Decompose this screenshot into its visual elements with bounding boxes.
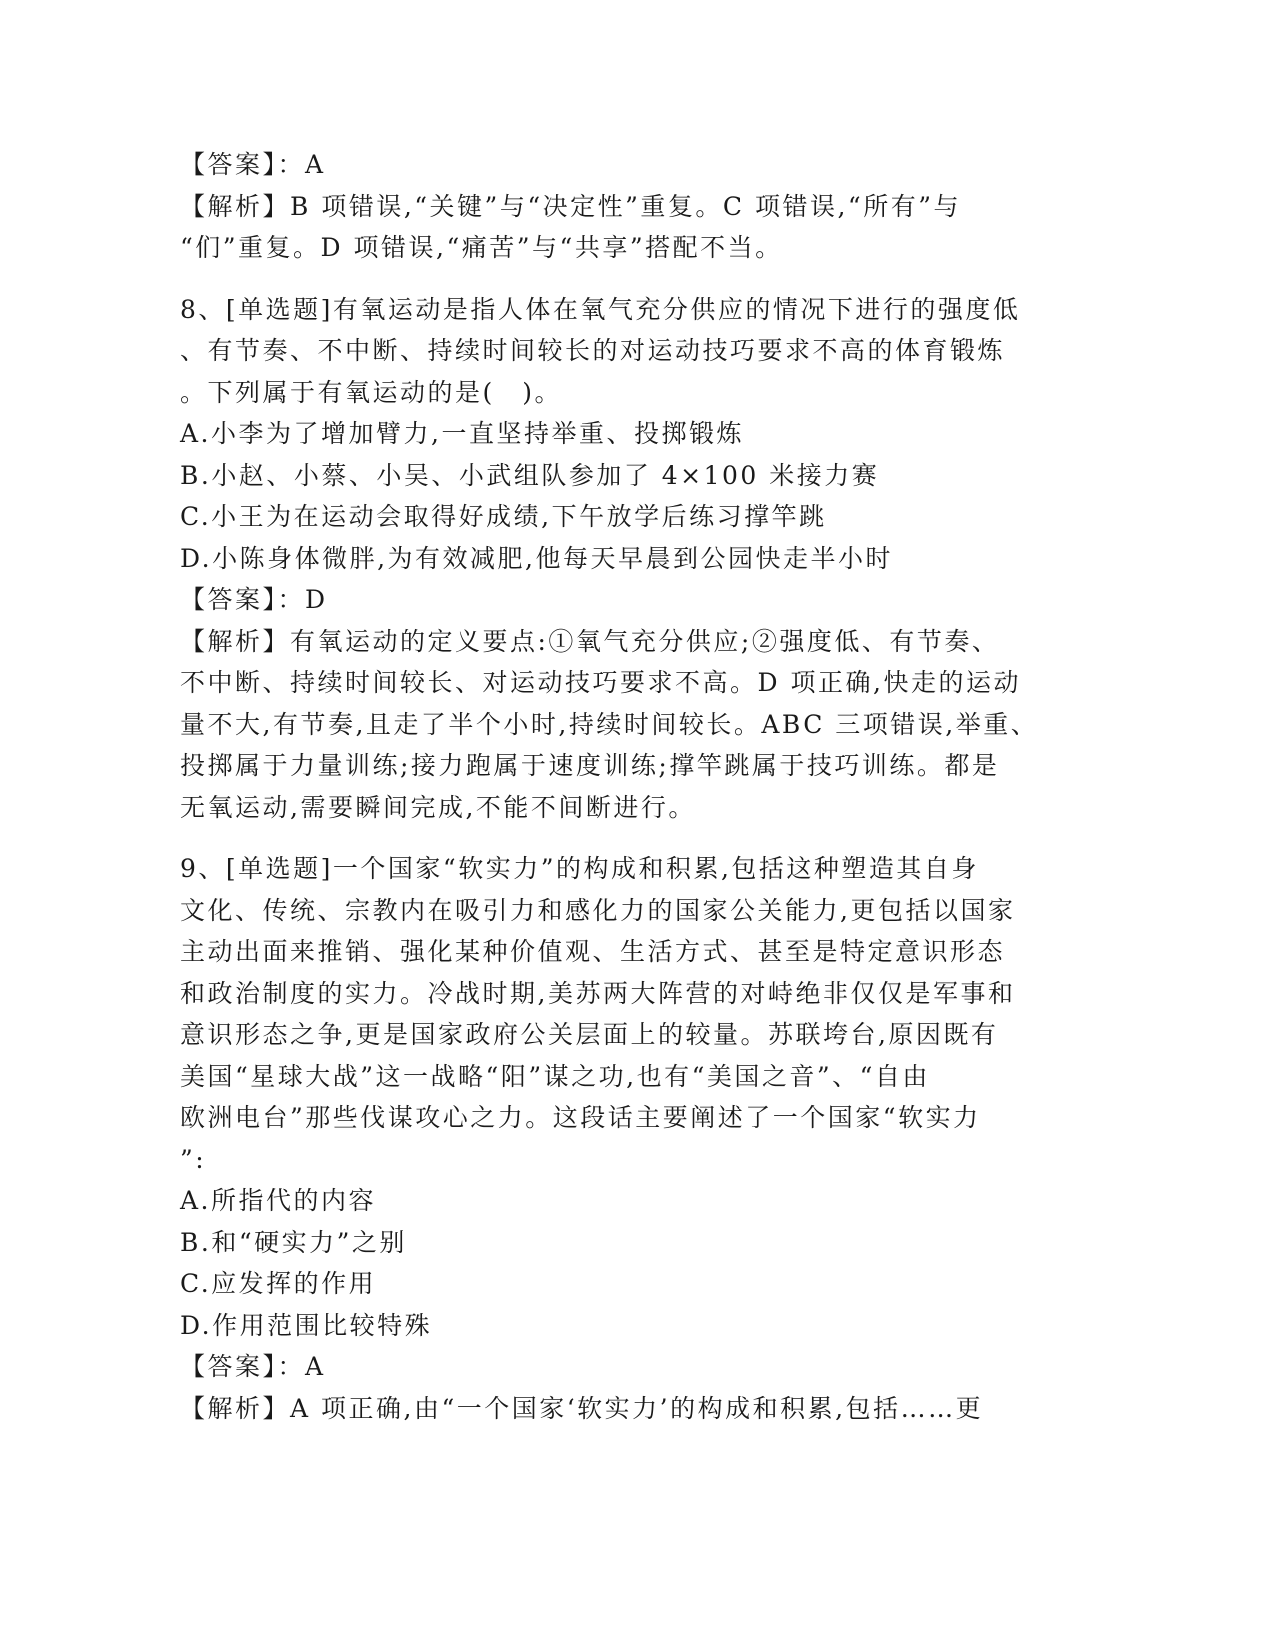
explanation-8-line-1: 【解析】有氧运动的定义要点:①氧气充分供应;②强度低、有节奏、: [180, 626, 1000, 656]
question-9-option-a: A.所指代的内容: [180, 1186, 377, 1215]
question-9-line-6: 美国“星球大战”这一战略“阳”谋之功,也有“美国之音”、“自由: [180, 1061, 930, 1091]
question-8-line-2: 、有节奏、不中断、持续时间较长的对运动技巧要求不高的体育锻炼: [180, 336, 1006, 365]
question-8-line-3: 。下列属于有氧运动的是( )。: [180, 377, 563, 407]
answer-9: 【答案】：A: [180, 1352, 326, 1381]
question-9-line-2: 文化、传统、宗教内在吸引力和感化力的国家公关能力,更包括以国家: [180, 895, 1016, 925]
question-9-option-b: B.和“硬实力”之别: [180, 1227, 407, 1257]
explanation-9-line-1: 【解析】A 项正确,由“一个国家‘软实力’的构成和积累,包括……更: [180, 1393, 984, 1423]
explanation-8-line-4: 投掷属于力量训练;接力跑属于速度训练;撑竿跳属于技巧训练。都是: [180, 751, 1000, 780]
explanation-7-line-1: 【解析】B 项错误,“关键”与“决定性”重复。C 项错误,“所有”与: [180, 191, 961, 221]
explanation-8-line-5: 无氧运动,需要瞬间完成,不能不间断进行。: [180, 792, 696, 822]
question-9-option-d: D.作用范围比较特殊: [180, 1310, 433, 1340]
question-9-line-8: ”:: [180, 1144, 207, 1174]
question-8-option-c: C.小王为在运动会取得好成绩,下午放学后练习撑竿跳: [180, 502, 827, 531]
question-8-option-b: B.小赵、小蔡、小吴、小武组队参加了 4×100 米接力赛: [180, 460, 880, 490]
explanation-7-line-2: “们”重复。D 项错误,“痛苦”与“共享”搭配不当。: [180, 233, 783, 262]
question-9-line-3: 主动出面来推销、强化某种价值观、生活方式、甚至是特定意识形态: [180, 937, 1006, 966]
explanation-8-line-3: 量不大,有节奏,且走了半个小时,持续时间较长。ABC 三项错误,举重、: [180, 709, 1039, 739]
question-8-line-1: 8、[单选题]有氧运动是指人体在氧气充分供应的情况下进行的强度低: [180, 294, 1021, 324]
question-8-option-a: A.小李为了增加臂力,一直坚持举重、投掷锻炼: [180, 419, 744, 448]
question-9-line-4: 和政治制度的实力。冷战时期,美苏两大阵营的对峙绝非仅仅是军事和: [180, 978, 1016, 1008]
question-9-option-c: C.应发挥的作用: [180, 1269, 377, 1298]
answer-7: 【答案】：A: [180, 150, 326, 179]
question-9-line-7: 欧洲电台”那些伐谋攻心之力。这段话主要阐述了一个国家“软实力: [180, 1103, 981, 1132]
explanation-8-line-2: 不中断、持续时间较长、对运动技巧要求不高。D 项正确,快走的运动: [180, 668, 1021, 697]
question-8-option-d: D.小陈身体微胖,为有效减肥,他每天早晨到公园快走半小时: [180, 543, 893, 573]
answer-8: 【答案】：D: [180, 585, 328, 614]
document-page: [180, 144, 1060, 1429]
question-9-line-1: 9、[单选题]一个国家“软实力”的构成和积累,包括这种塑造其自身: [180, 854, 979, 883]
question-9-line-5: 意识形态之争,更是国家政府公关层面上的较量。苏联垮台,原因既有: [180, 1020, 999, 1049]
